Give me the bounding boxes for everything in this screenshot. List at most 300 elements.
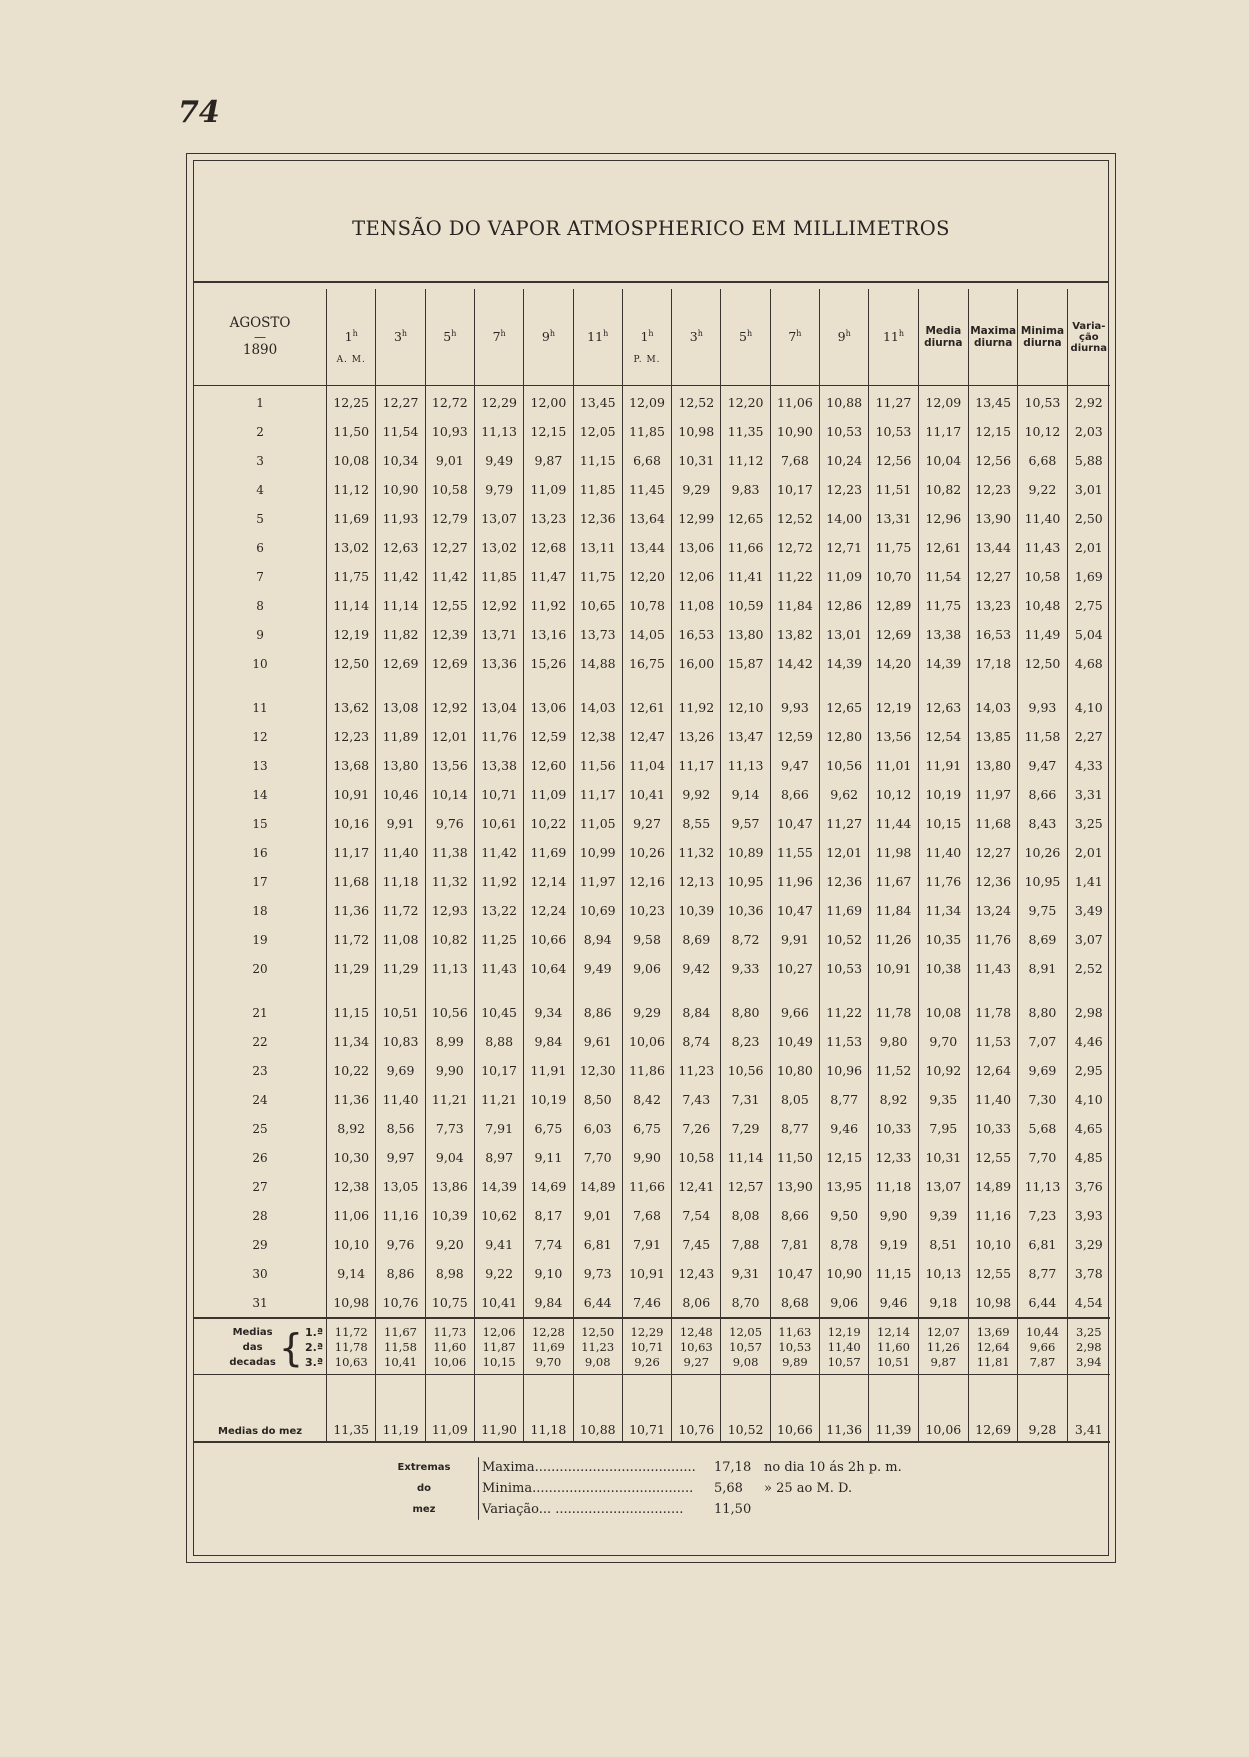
value-cell: 10,95	[721, 867, 770, 896]
value-cell: 8,66	[770, 1201, 819, 1230]
extremas-value: 17,18	[714, 1460, 752, 1475]
value-cell: 11,18	[376, 867, 425, 896]
day-cell: 5	[256, 511, 264, 526]
value-cell: 10,58	[1018, 562, 1067, 591]
value-cell: 14,20	[869, 649, 918, 678]
value-cell: 3,49	[1067, 896, 1110, 925]
value-cell: 10,53	[820, 954, 869, 983]
day-cell: 4	[256, 482, 264, 497]
decada-value: 11,58	[384, 1340, 417, 1354]
value-cell: 13,86	[425, 1172, 474, 1201]
value-cell: 9,90	[622, 1143, 671, 1172]
decadas-cell	[820, 1318, 869, 1375]
medias-mez-value: 12,69	[969, 1375, 1018, 1443]
value-cell: 6,68	[622, 446, 671, 475]
day-cell: 29	[252, 1237, 268, 1252]
gap-cell	[524, 678, 573, 693]
value-cell: 11,53	[820, 1027, 869, 1056]
value-cell: 14,05	[622, 620, 671, 649]
table-row	[194, 867, 1110, 896]
value-cell: 11,91	[918, 751, 968, 780]
value-cell: 11,72	[376, 896, 425, 925]
value-cell: 10,65	[573, 591, 622, 620]
value-cell: 11,43	[1018, 533, 1067, 562]
value-cell: 10,53	[869, 417, 918, 446]
value-cell: 10,47	[770, 896, 819, 925]
value-cell: 10,45	[474, 998, 523, 1027]
value-cell: 11,97	[969, 780, 1018, 809]
value-cell: 11,14	[721, 1143, 770, 1172]
day-cell: 1	[256, 395, 264, 410]
value-cell: 6,81	[573, 1230, 622, 1259]
decada-value: 9,26	[634, 1355, 660, 1369]
decada-value: 12,48	[679, 1325, 713, 1339]
value-cell: 12,05	[573, 417, 622, 446]
value-cell: 12,56	[969, 446, 1018, 475]
value-cell: 10,14	[425, 780, 474, 809]
decada-value: 10,51	[877, 1355, 910, 1369]
decadas-word: Medias	[232, 1327, 273, 1338]
value-cell: 10,17	[474, 1056, 523, 1085]
value-cell: 11,66	[622, 1172, 671, 1201]
decada-value: 3,94	[1076, 1355, 1102, 1369]
medias-mez-value: 10,76	[672, 1375, 721, 1443]
table-row	[194, 1143, 1110, 1172]
value-cell: 3,93	[1067, 1201, 1110, 1230]
gap-cell	[672, 678, 721, 693]
value-cell: 9,84	[524, 1027, 573, 1056]
value-cell: 16,75	[622, 649, 671, 678]
value-cell: 9,33	[721, 954, 770, 983]
value-cell: 12,13	[672, 867, 721, 896]
value-cell: 6,68	[1018, 446, 1067, 475]
decada-value: 10,15	[482, 1355, 516, 1369]
gap-cell	[376, 983, 425, 998]
value-cell: 11,08	[376, 925, 425, 954]
hour-suffix: h	[500, 329, 506, 339]
value-cell: 12,55	[425, 591, 474, 620]
value-cell: 10,92	[918, 1056, 968, 1085]
value-cell: 13,22	[474, 896, 523, 925]
gap-cell	[622, 678, 671, 693]
decada-value: 12,29	[630, 1325, 664, 1339]
value-cell: 9,11	[524, 1143, 573, 1172]
day-cell: 9	[256, 627, 264, 642]
header-word: Media	[925, 325, 962, 337]
value-cell: 12,33	[869, 1143, 918, 1172]
table-row	[194, 446, 1110, 475]
value-cell: 10,59	[721, 591, 770, 620]
extremas-word: Extremas	[397, 1462, 451, 1473]
day-cell: 3	[256, 453, 264, 468]
header-word: Maxima	[970, 325, 1017, 337]
value-cell: 11,27	[820, 809, 869, 838]
value-cell: 10,24	[820, 446, 869, 475]
hour-header	[672, 289, 721, 386]
hour-suffix: h	[697, 329, 703, 339]
value-cell: 7,95	[918, 1114, 968, 1143]
value-cell: 8,06	[672, 1288, 721, 1318]
extremas-key: Variação	[482, 1502, 539, 1517]
value-cell: 11,69	[820, 896, 869, 925]
gap-cell	[425, 983, 474, 998]
hour-suffix: h	[648, 329, 654, 339]
hour-suffix: h	[796, 329, 802, 339]
value-cell: 12,19	[327, 620, 376, 649]
value-cell: 13,56	[869, 722, 918, 751]
value-cell: 10,10	[969, 1230, 1018, 1259]
value-cell: 10,47	[770, 809, 819, 838]
value-cell: 12,63	[376, 533, 425, 562]
day-cell: 23	[252, 1063, 268, 1078]
medias-mez-value: 10,88	[573, 1375, 622, 1443]
value-cell: 12,36	[820, 867, 869, 896]
value-cell: 7,91	[622, 1230, 671, 1259]
decada-value: 9,89	[782, 1355, 808, 1369]
value-cell: 16,00	[672, 649, 721, 678]
day-cell: 26	[252, 1150, 268, 1165]
gap-cell	[770, 983, 819, 998]
decada-value: 12,14	[877, 1325, 910, 1339]
value-cell: 10,19	[918, 780, 968, 809]
value-cell: 12,60	[524, 751, 573, 780]
value-cell: 7,54	[672, 1201, 721, 1230]
value-cell: 7,73	[425, 1114, 474, 1143]
value-cell: 8,42	[622, 1085, 671, 1114]
value-cell: 10,75	[425, 1288, 474, 1318]
value-cell: 14,03	[969, 693, 1018, 722]
decada-value: 10,53	[778, 1340, 812, 1354]
value-cell: 12,57	[721, 1172, 770, 1201]
decadas-cell	[474, 1318, 523, 1375]
gap-cell	[918, 678, 968, 693]
value-cell: 11,58	[1018, 722, 1067, 751]
day-cell: 8	[256, 598, 264, 613]
value-cell: 12,27	[969, 562, 1018, 591]
value-cell: 13,06	[672, 533, 721, 562]
value-cell: 2,98	[1067, 998, 1110, 1027]
value-cell: 8,92	[869, 1085, 918, 1114]
value-cell: 12,65	[721, 504, 770, 533]
value-cell: 13,73	[573, 620, 622, 649]
value-cell: 9,19	[869, 1230, 918, 1259]
value-cell: 9,66	[770, 998, 819, 1027]
value-cell: 11,16	[376, 1201, 425, 1230]
value-cell: 8,17	[524, 1201, 573, 1230]
value-cell: 11,96	[770, 867, 819, 896]
value-cell: 10,39	[425, 1201, 474, 1230]
decada-value: 12,07	[926, 1325, 960, 1339]
value-cell: 11,75	[918, 591, 968, 620]
value-cell: 7,23	[1018, 1201, 1067, 1230]
value-cell: 2,27	[1067, 722, 1110, 751]
value-cell: 10,82	[425, 925, 474, 954]
day-cell: 15	[252, 816, 268, 831]
value-cell: 9,90	[869, 1201, 918, 1230]
value-cell: 13,05	[376, 1172, 425, 1201]
value-cell: 12,99	[672, 504, 721, 533]
value-cell: 10,96	[820, 1056, 869, 1085]
value-cell: 13,26	[672, 722, 721, 751]
hour-label: 3	[689, 329, 698, 345]
hour-label: 1	[640, 329, 649, 345]
value-cell: 11,45	[622, 475, 671, 504]
value-cell: 9,79	[474, 475, 523, 504]
extremas-word: do	[416, 1483, 432, 1494]
value-cell: 12,89	[869, 591, 918, 620]
value-cell: 1,69	[1067, 562, 1110, 591]
decadas-cell	[327, 1318, 376, 1375]
table-row	[194, 1056, 1110, 1085]
value-cell: 14,88	[573, 649, 622, 678]
value-cell: 9,73	[573, 1259, 622, 1288]
extremas-row-maxima	[478, 1457, 1078, 1478]
hour-suffix: h	[451, 329, 457, 339]
value-cell: 9,06	[820, 1288, 869, 1318]
extremas-row-variacao	[478, 1499, 1078, 1520]
header-word: Minima	[1020, 325, 1065, 337]
value-cell: 8,99	[425, 1027, 474, 1056]
value-cell: 12,47	[622, 722, 671, 751]
medias-mez-value: 11,19	[376, 1375, 425, 1443]
value-cell: 9,87	[524, 446, 573, 475]
value-cell: 12,72	[770, 533, 819, 562]
value-cell: 10,95	[1018, 867, 1067, 896]
medias-mez-value: 9,28	[1018, 1375, 1067, 1443]
value-cell: 2,92	[1067, 386, 1110, 418]
day-cell: 2	[256, 424, 264, 439]
value-cell: 8,51	[918, 1230, 968, 1259]
value-cell: 9,39	[918, 1201, 968, 1230]
hour-label: 3	[393, 329, 402, 345]
hour-header	[524, 289, 573, 386]
value-cell: 11,09	[820, 562, 869, 591]
hour-label: 11	[587, 329, 604, 345]
value-cell: 9,35	[918, 1085, 968, 1114]
value-cell: 9,49	[573, 954, 622, 983]
value-cell: 12,72	[425, 386, 474, 418]
value-cell: 2,52	[1067, 954, 1110, 983]
value-cell: 7,46	[622, 1288, 671, 1318]
value-cell: 12,43	[672, 1259, 721, 1288]
value-cell: 11,40	[1018, 504, 1067, 533]
value-cell: 8,94	[573, 925, 622, 954]
value-cell: 9,83	[721, 475, 770, 504]
value-cell: 9,69	[376, 1056, 425, 1085]
extremas-key: Minima	[482, 1481, 533, 1496]
value-cell: 10,46	[376, 780, 425, 809]
value-cell: 10,08	[327, 446, 376, 475]
hour-suffix: h	[898, 329, 905, 339]
value-cell: 8,78	[820, 1230, 869, 1259]
value-cell: 10,82	[918, 475, 968, 504]
table-row	[194, 693, 1110, 722]
value-cell: 11,22	[820, 998, 869, 1027]
extremas-value: 5,68	[714, 1481, 743, 1496]
value-cell: 11,76	[918, 867, 968, 896]
value-cell: 8,80	[1018, 998, 1067, 1027]
value-cell: 11,42	[474, 838, 523, 867]
value-cell: 11,14	[327, 591, 376, 620]
value-cell: 10,98	[327, 1288, 376, 1318]
table-row	[194, 925, 1110, 954]
value-cell: 9,84	[524, 1288, 573, 1318]
value-cell: 6,81	[1018, 1230, 1067, 1259]
decadas-cell	[622, 1318, 671, 1375]
value-cell: 11,78	[969, 998, 1018, 1027]
value-cell: 6,75	[524, 1114, 573, 1143]
value-cell: 7,74	[524, 1230, 573, 1259]
medias-mez-value: 11,39	[869, 1375, 918, 1443]
value-cell: 11,17	[327, 838, 376, 867]
value-cell: 10,80	[770, 1056, 819, 1085]
value-cell: 9,20	[425, 1230, 474, 1259]
value-cell: 10,62	[474, 1201, 523, 1230]
value-cell: 14,69	[524, 1172, 573, 1201]
gap-cell	[524, 983, 573, 998]
decadas-label-cell	[194, 1318, 327, 1375]
value-cell: 13,24	[969, 896, 1018, 925]
extremas-note: » 25 ao M. D.	[764, 1481, 853, 1496]
value-cell: 10,83	[376, 1027, 425, 1056]
table-row	[194, 1230, 1110, 1259]
value-cell: 8,91	[1018, 954, 1067, 983]
value-cell: 5,04	[1067, 620, 1110, 649]
medias-mez-value: 11,09	[425, 1375, 474, 1443]
value-cell: 8,97	[474, 1143, 523, 1172]
value-cell: 7,88	[721, 1230, 770, 1259]
header-word: diurna	[1023, 337, 1062, 349]
value-cell: 10,47	[770, 1259, 819, 1288]
decada-value: 10,41	[384, 1355, 417, 1369]
value-cell: 11,50	[327, 417, 376, 446]
month-label: AGOSTO	[229, 315, 291, 331]
gap-cell	[820, 983, 869, 998]
gap-cell	[1067, 678, 1110, 693]
value-cell: 11,44	[869, 809, 918, 838]
value-cell: 9,46	[820, 1114, 869, 1143]
value-cell: 11,97	[573, 867, 622, 896]
value-cell: 3,07	[1067, 925, 1110, 954]
value-cell: 12,20	[721, 386, 770, 418]
value-cell: 12,55	[969, 1143, 1018, 1172]
value-cell: 11,08	[672, 591, 721, 620]
decada-value: 9,08	[584, 1355, 611, 1369]
value-cell: 10,90	[820, 1259, 869, 1288]
value-cell: 9,80	[869, 1027, 918, 1056]
value-cell: 11,55	[770, 838, 819, 867]
decada-value: 3,25	[1076, 1325, 1102, 1339]
value-cell: 15,26	[524, 649, 573, 678]
value-cell: 10,41	[474, 1288, 523, 1318]
value-cell: 9,31	[721, 1259, 770, 1288]
gap-cell	[194, 983, 327, 998]
value-cell: 11,23	[672, 1056, 721, 1085]
value-cell: 4,33	[1067, 751, 1110, 780]
value-cell: 12,80	[820, 722, 869, 751]
value-cell: 9,06	[622, 954, 671, 983]
value-cell: 12,29	[474, 386, 523, 418]
value-cell: 13,06	[524, 693, 573, 722]
value-cell: 12,50	[327, 649, 376, 678]
value-cell: 11,40	[376, 1085, 425, 1114]
value-cell: 10,27	[770, 954, 819, 983]
page-number: 74	[178, 95, 220, 130]
decadas-cell	[969, 1318, 1018, 1375]
value-cell: 10,91	[869, 954, 918, 983]
value-cell: 10,76	[376, 1288, 425, 1318]
day-cell: 28	[252, 1208, 268, 1223]
value-cell: 12,39	[425, 620, 474, 649]
value-cell: 11,13	[474, 417, 523, 446]
value-cell: 11,75	[869, 533, 918, 562]
value-cell: 12,59	[770, 722, 819, 751]
value-cell: 13,07	[918, 1172, 968, 1201]
gap-cell	[573, 678, 622, 693]
value-cell: 11,98	[869, 838, 918, 867]
decada-value: 11,60	[877, 1340, 910, 1354]
value-cell: 11,82	[376, 620, 425, 649]
value-cell: 9,70	[918, 1027, 968, 1056]
value-cell: 10,56	[425, 998, 474, 1027]
media-header	[918, 289, 968, 386]
medias-mez-value: 10,06	[918, 1375, 968, 1443]
decada-value: 7,87	[1029, 1355, 1056, 1369]
value-cell: 12,25	[327, 386, 376, 418]
value-cell: 11,75	[327, 562, 376, 591]
decada-value: 10,57	[729, 1340, 763, 1354]
value-cell: 10,58	[672, 1143, 721, 1172]
table-row	[194, 809, 1110, 838]
value-cell: 13,71	[474, 620, 523, 649]
table-row	[194, 896, 1110, 925]
value-cell: 11,17	[918, 417, 968, 446]
value-cell: 11,69	[327, 504, 376, 533]
value-cell: 9,42	[672, 954, 721, 983]
value-cell: 10,71	[474, 780, 523, 809]
gap-cell	[672, 983, 721, 998]
value-cell: 6,75	[622, 1114, 671, 1143]
value-cell: 9,61	[573, 1027, 622, 1056]
decada-index: 3.ª	[305, 1356, 324, 1369]
decadas-cell	[573, 1318, 622, 1375]
value-cell: 10,30	[327, 1143, 376, 1172]
month-dash: —	[254, 330, 267, 344]
decade-gap	[194, 678, 1110, 693]
extremas-rows	[478, 1457, 1078, 1520]
table-row	[194, 954, 1110, 983]
decadas-word: decadas	[229, 1357, 276, 1368]
value-cell: 10,53	[820, 417, 869, 446]
value-cell: 4,68	[1067, 649, 1110, 678]
value-cell: 10,90	[376, 475, 425, 504]
value-cell: 10,19	[524, 1085, 573, 1114]
value-cell: 11,27	[869, 386, 918, 418]
hour-header	[622, 289, 671, 386]
day-cell: 18	[252, 903, 268, 918]
value-cell: 11,06	[327, 1201, 376, 1230]
day-cell: 16	[252, 845, 268, 860]
value-cell: 9,47	[770, 751, 819, 780]
decada-value: 11,69	[531, 1340, 565, 1354]
value-cell: 12,56	[869, 446, 918, 475]
value-cell: 12,61	[622, 693, 671, 722]
value-cell: 13,08	[376, 693, 425, 722]
value-cell: 12,24	[524, 896, 573, 925]
decadas-cell	[869, 1318, 918, 1375]
value-cell: 2,01	[1067, 533, 1110, 562]
decada-index: 1.ª	[305, 1326, 324, 1339]
